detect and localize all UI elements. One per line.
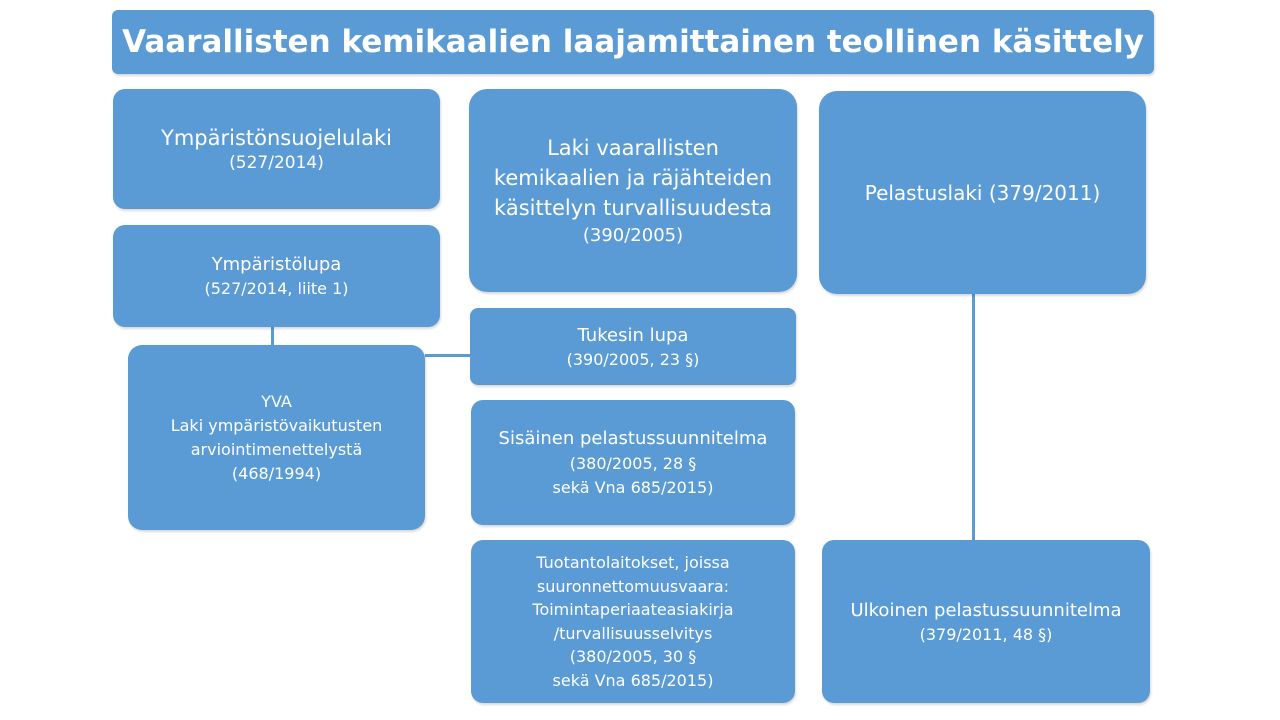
ymparistonsuojelulaki-name: Ympäristönsuojelulaki	[161, 126, 392, 150]
connector-yva-tukesin-lupa	[425, 354, 470, 357]
box-sisainen-pelastussuunnitelma	[471, 400, 795, 525]
ulkoinen-ref: (379/2011, 48 §)	[919, 624, 1053, 644]
box-ymparistonsuojelulaki	[113, 89, 440, 209]
tuotantolaitokset-line-5: (380/2005, 30 §	[569, 647, 697, 666]
box-yva	[128, 345, 425, 530]
laki-line-1: Laki vaarallisten	[547, 135, 719, 160]
tuotantolaitokset-line-3: Toimintaperiaateasiakirja	[532, 600, 734, 619]
yva-line-4: (468/1994)	[231, 463, 322, 483]
tukesin-lupa-ref: (390/2005, 23 §)	[566, 349, 700, 369]
tukesin-lupa-name: Tukesin lupa	[577, 324, 689, 346]
laki-ref: (390/2005)	[582, 224, 684, 246]
tuotantolaitokset-line-6: sekä Vna 685/2015)	[552, 670, 714, 690]
box-tukesin-lupa	[470, 308, 796, 385]
box-pelastuslaki	[819, 91, 1146, 294]
box-laki-vaarallisten-kemikaalien	[469, 89, 797, 292]
ulkoinen-name: Ulkoinen pelastussuunnitelma	[850, 599, 1122, 621]
ymparistonsuojelulaki-ref: (527/2014)	[229, 153, 324, 173]
sisainen-ref-2: sekä Vna 685/2015)	[552, 477, 714, 497]
ymparistolupa-ref: (527/2014, liite 1)	[204, 279, 349, 298]
connector-pelastuslaki-ulkoinen	[972, 294, 975, 540]
title-text: Vaarallisten kemikaalien laajamittainen teollinen käsittely	[122, 24, 1144, 60]
box-ymparistolupa	[113, 225, 440, 327]
pelastuslaki-ref: (379/2011)	[988, 180, 1101, 205]
diagram-title	[112, 10, 1154, 74]
pelastuslaki-name: Pelastuslaki	[864, 180, 983, 205]
yva-line-3: arviointimenettelystä	[190, 439, 363, 459]
box-ulkoinen-pelastussuunnitelma	[822, 540, 1150, 703]
tuotantolaitokset-line-1: Tuotantolaitokset, joissa	[536, 553, 730, 572]
laki-line-3: käsittelyn turvallisuudesta	[494, 195, 772, 220]
box-tuotantolaitokset	[471, 540, 795, 703]
connector-ymparistolupa-yva	[271, 327, 274, 345]
sisainen-ref-1: (380/2005, 28 §	[569, 453, 697, 473]
pelastuslaki-label	[865, 181, 1101, 205]
yva-line-2: Laki ympäristövaikutusten	[170, 415, 383, 435]
sisainen-name: Sisäinen pelastussuunnitelma	[498, 427, 768, 449]
laki-line-2: kemikaalien ja räjähteiden	[493, 165, 773, 190]
ymparistolupa-name: Ympäristölupa	[211, 254, 342, 275]
tuotantolaitokset-line-4: /turvallisuusselvitys	[553, 623, 713, 643]
yva-line-1: YVA	[261, 391, 292, 411]
tuotantolaitokset-line-2: suuronnettomuusvaara:	[536, 576, 730, 596]
